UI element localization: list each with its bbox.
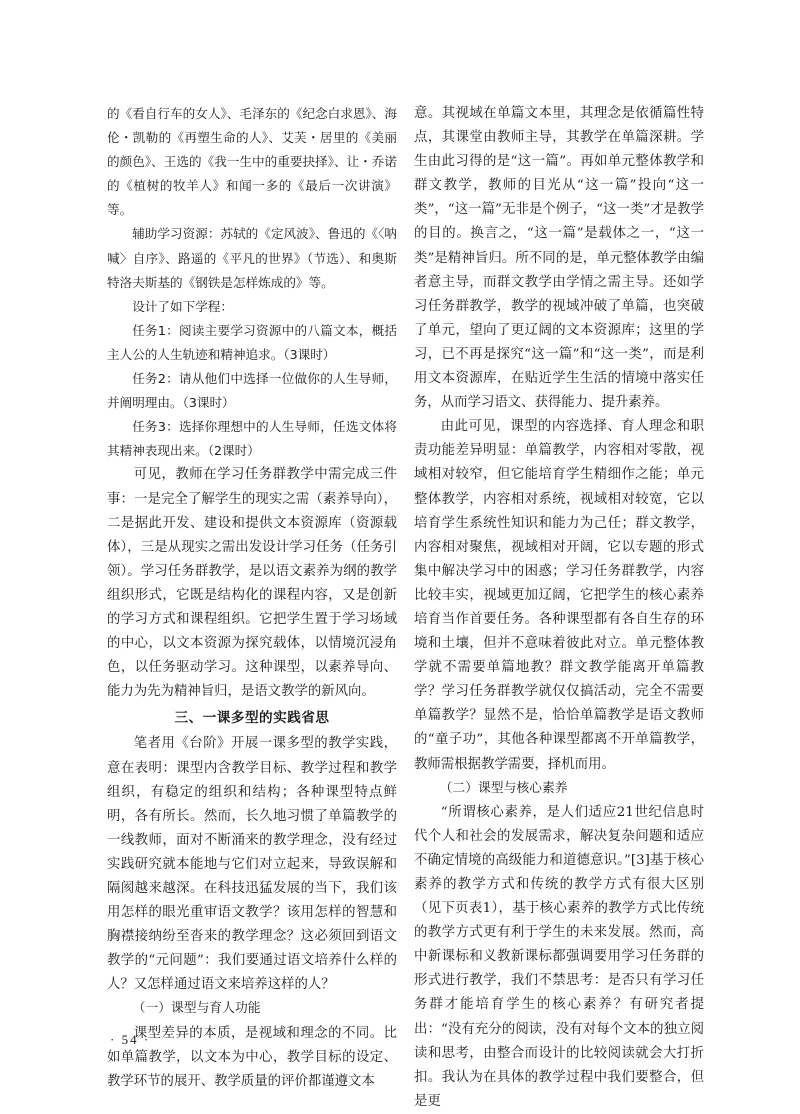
task-item: 任务3：选择你理想中的人生导师，任选文体将其精神表现出来。（2课时） <box>107 419 397 459</box>
page-number: · 54 · <box>110 1032 151 1047</box>
left-column <box>107 102 397 1094</box>
subsection-heading: （一）课型与育人功能 <box>132 1001 261 1017</box>
section-heading: 三、一课多型的实践省思 <box>174 710 330 727</box>
paragraph: 辅助学习资源：苏轼的《定风波》、鲁迅的《〈呐喊〉自序》、路遥的《平凡的世界》（节选）、和奥斯特洛夫斯基的《钢铁是怎样炼成的》等。 <box>107 226 397 290</box>
paragraph: 设计了如下学程： <box>132 298 233 314</box>
paragraph: “所谓核心素养，是人们适应21世纪信息时代个人和社会的发展需求，解决复杂问题和适应不确定情境的高级能力和道德意识。”[3]基于核心素养的教学方式和传统的教学方式有很大区别（见下页表1），基于核心素养的教学方式比传统的教学方式更有利于学生的未来发展。然而，高中新课标和义教新课标都强调要用学习任务群的形式进行教学，我们不禁思考：是否只有学习任务群才能培育学生的核心素养？有研究者提出：“没有充分的阅读，没有对每个文本的独立阅读和思考，由整合而设计的比较阅读就会大打折扣。我认为在具体的教学过程中我们要整合，但是更 <box>414 804 704 1109</box>
paragraph: 由此可见，课型的内容选择、育人理念和职责功能差异明显：单篇教学，内容相对零散，视域相对较窄，但它能培育学生精细作之能；单元整体教学，内容相对系统，视域相对较宽，它以培育学生系统性知识和能力为己任；群文教学，内容相对聚焦，视域相对开阔，它以专题的形式集中解决学习中的困惑；学习任务群教学，内容比较丰实，视域更加辽阔，它把学生的核心素养培育当作首要任务。各种课型都有各自生存的环境和土壤，但并不意味着彼此对立。单元整体教学就不需要单篇地教？群文教学能离开单篇教学？学习任务群教学就仅仅搞活动，完全不需要单篇教学？显然不是，恰恰单篇教学是语文教师的“童子功”，其他各种课型都离不开单篇教学，教师需根据教学需要，择机而用。 <box>414 419 704 772</box>
subsection-heading: （二）课型与核心素养 <box>439 780 568 796</box>
task-item: 任务1：阅读主要学习资源中的八篇文本，概括主人公的人生轨迹和精神追求。（3课时） <box>107 322 397 362</box>
paragraph: 的《看自行车的女人》、毛泽东的《纪念白求恩》、海伦・凯勒的《再塑生命的人》、艾芙・居里的《美丽的颜色》、王选的《我一生中的重要抉择》、让・乔诺的《植树的牧羊人》和闻一多的《最后一次讲演》等。 <box>107 106 397 218</box>
task-item: 任务2：请从他们中选择一位做你的人生导师，并阐明理由。（3课时） <box>107 371 397 411</box>
right-column <box>414 102 704 1114</box>
paragraph: 可见，教师在学习任务群教学中需完成三件事：一是完全了解学生的现实之需（素养导向），二是据此开发、建设和提供文本资源库（资源载体），三是从现实之需出发设计学习任务（任务引领）。学习任务群教学，是以语文素养为纲的教学组织形式，它既是结构化的课程内容，又是创新的学习方式和课程组织。它把学生置于学习场域的中心，以文本资源为探究载体，以情境沉浸角色，以任务驱动学习。这种课型，以素养导向、能力为先为精神旨归，是语文教学的新风向。 <box>107 467 397 700</box>
paragraph: 课型差异的本质，是视域和理念的不同。比如单篇教学，以文本为中心，教学目标的设定、教学环节的展开、教学质量的评价都谨遵文本 <box>107 1025 397 1089</box>
paragraph: 笔者用《台阶》开展一课多型的教学实践，意在表明：课型内含教学目标、教学过程和教学组织，有稳定的组织和结构；各种课型特点鲜明，各有所长。然而，长久地习惯了单篇教学的一线教师，面对不断涌来的教学理念，没有经过实践研究就本能地与它们对立起来，导致误解和隔阂越来越深。在科技迅猛发展的当下，我们该用怎样的眼光重审语文教学？该用怎样的智慧和胸襟接纳纷至沓来的教学理念？这必须回到语文教学的“元问题”：我们要通过语文培养什么样的人？又怎样通过语文来培养这样的人？ <box>107 736 397 993</box>
paragraph: 意。其视域在单篇文本里，其理念是依循篇性特点，其课堂由教师主导，其教学在单篇深耕。学生由此习得的是“这一篇”。再如单元整体教学和群文教学，教师的目光从“这一篇”投向“这一类”，“这一篇”无非是个例子，“这一类”才是教学的目的。换言之，“这一篇”是载体之一，“这一类”是精神旨归。所不同的是，单元整体教学由编者意主导，而群文教学由学情之需主导。还如学习任务群教学，教学的视域冲破了单篇，也突破了单元，望向了更辽阔的文本资源库；这里的学习，已不再是探究“这一篇”和“这一类”，而是利用文本资源库，在贴近学生生活的情境中落实任务，从而学习语文、获得能力、提升素养。 <box>414 106 704 411</box>
